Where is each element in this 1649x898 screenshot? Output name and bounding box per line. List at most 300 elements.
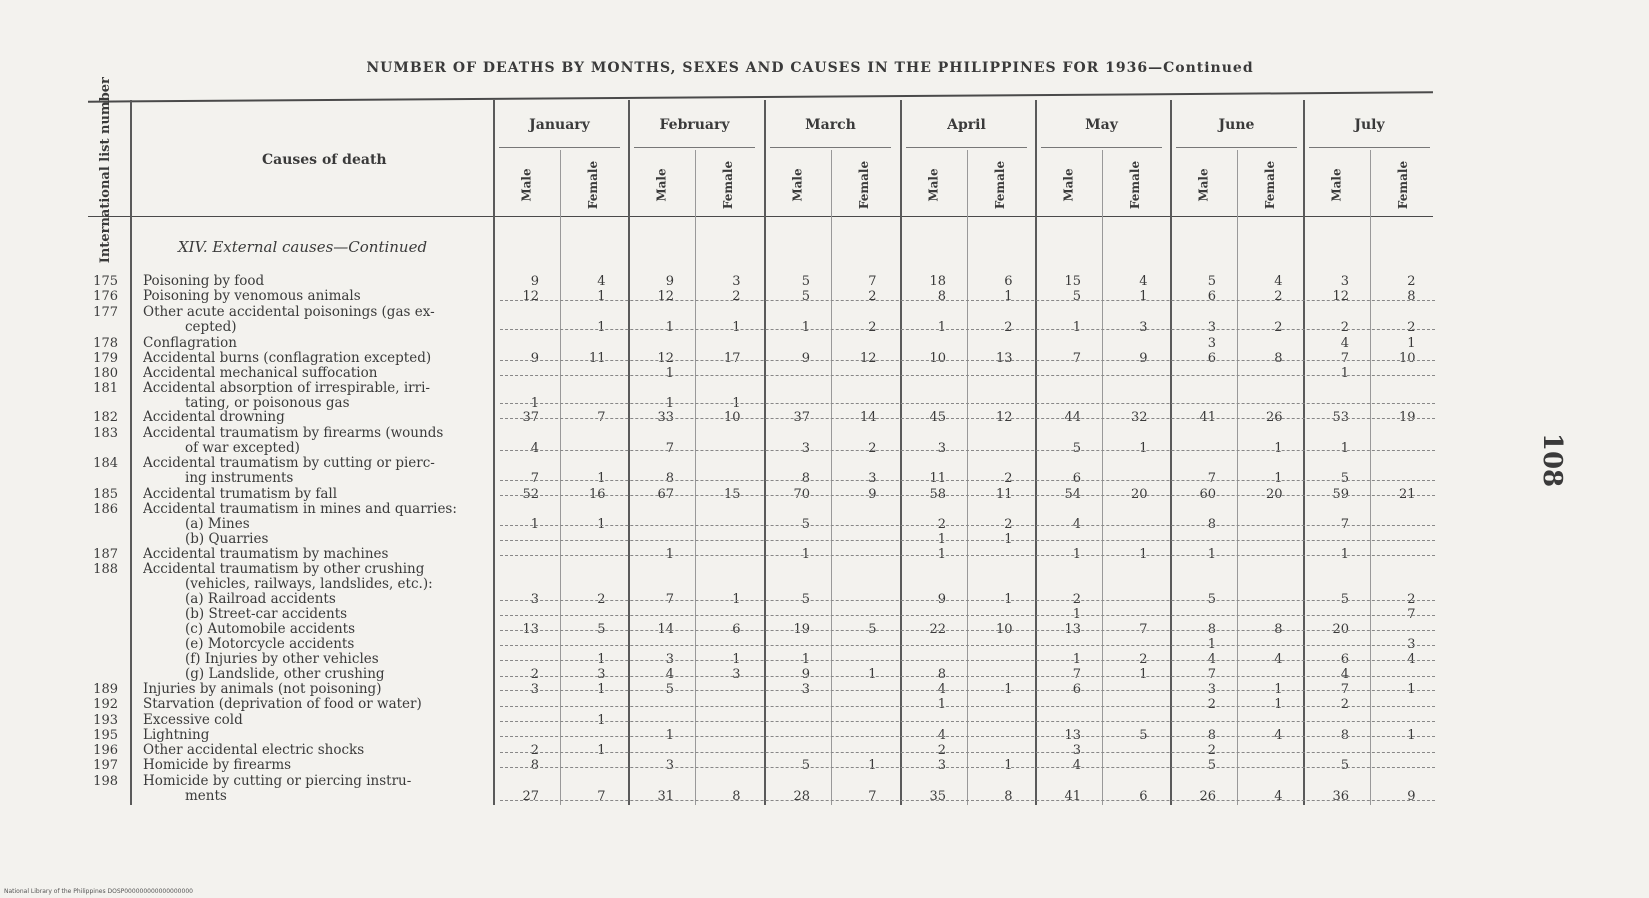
leader-line <box>500 329 1435 330</box>
table-cell: 1 <box>1139 667 1148 682</box>
table-cell: 8 <box>1340 728 1349 743</box>
cause-label: cepted) <box>185 320 237 335</box>
male-header: Male <box>654 168 669 202</box>
table-cell: 1 <box>1072 320 1081 335</box>
table-cell: 1 <box>1004 682 1013 697</box>
table-cell: 12 <box>657 351 674 366</box>
intl-list-number: 185 <box>93 487 118 502</box>
table-cell: 14 <box>859 410 877 425</box>
table-cell: 9 <box>530 351 539 366</box>
table-cell: 3 <box>732 667 741 682</box>
table-cell: 2 <box>1139 652 1148 667</box>
table-cell: 5 <box>1340 592 1349 607</box>
table-cell: 8 <box>937 289 946 304</box>
cause-label: Excessive cold <box>143 713 243 728</box>
table-cell: 5 <box>801 592 810 607</box>
table-cell: 17 <box>723 351 741 366</box>
table-cell: 18 <box>929 274 946 289</box>
intl-list-number: 197 <box>93 758 118 773</box>
table-cell: 8 <box>530 758 539 773</box>
leader-line <box>500 676 1435 677</box>
table-cell: 4 <box>1072 758 1081 773</box>
cause-label: ments <box>185 789 227 804</box>
table-cell: 5 <box>597 622 606 637</box>
table-cell: 1 <box>1274 441 1283 456</box>
table-cell: 12 <box>995 410 1013 425</box>
table-cell: 10 <box>723 410 741 425</box>
table-cell: 3 <box>1340 274 1349 289</box>
table-cell: 1 <box>665 320 674 335</box>
table-cell: 44 <box>1064 410 1081 425</box>
table-cell: 2 <box>1340 697 1349 712</box>
table-cell: 11 <box>588 351 606 366</box>
female-header: Female <box>1263 160 1278 210</box>
female-header: Female <box>721 160 736 210</box>
leader-line <box>500 800 1435 801</box>
cause-label: of war excepted) <box>185 441 300 456</box>
table-cell: 2 <box>1340 320 1349 335</box>
female-header: Female <box>1396 160 1411 210</box>
month-underline <box>1041 147 1162 148</box>
table-cell: 8 <box>1207 622 1216 637</box>
table-cell: 2 <box>1004 320 1013 335</box>
table-cell: 3 <box>1407 637 1416 652</box>
table-cell: 60 <box>1199 487 1216 502</box>
table-cell: 2 <box>1407 592 1416 607</box>
table-cell: 59 <box>1332 487 1349 502</box>
table-cell: 1 <box>868 758 877 773</box>
table-cell: 10 <box>929 351 946 366</box>
month-underline <box>499 147 620 148</box>
table-cell: 1 <box>1207 547 1216 562</box>
table-cell: 1 <box>1004 532 1013 547</box>
table-cell: 5 <box>1139 728 1148 743</box>
intl-list-number: 184 <box>93 456 118 471</box>
month-underline <box>770 147 891 148</box>
leader-line <box>500 360 1435 361</box>
leader-line <box>500 736 1435 737</box>
table-cell: 2 <box>868 441 877 456</box>
page-title: NUMBER OF DEATHS BY MONTHS, SEXES AND CAUSES IN THE PHILIPPINES FOR 1936—Continued <box>366 60 1254 76</box>
table-cell: 3 <box>1139 320 1148 335</box>
male-header: Male <box>790 168 805 202</box>
cause-label: (e) Motorcycle accidents <box>185 637 355 652</box>
table-cell: 32 <box>1130 410 1148 425</box>
intl-list-number: 175 <box>93 274 118 289</box>
table-cell: 3 <box>530 592 539 607</box>
table-cell: 3 <box>665 652 674 667</box>
table-cell: 1 <box>597 471 606 486</box>
cause-label: Other acute accidental poisonings (gas ex- <box>143 305 435 320</box>
table-cell: 2 <box>1004 471 1013 486</box>
table-cell: 8 <box>1274 622 1283 637</box>
table-cell: 2 <box>530 667 539 682</box>
header-top-rule <box>88 91 1433 102</box>
table-cell: 1 <box>1207 637 1216 652</box>
cause-label: Other accidental electric shocks <box>143 743 365 758</box>
table-cell: 4 <box>1207 652 1216 667</box>
table-cell: 5 <box>801 289 810 304</box>
intl-list-number: 176 <box>93 289 118 304</box>
table-cell: 4 <box>1340 336 1349 351</box>
table-cell: 4 <box>530 441 539 456</box>
column-divider <box>493 100 495 805</box>
table-cell: 1 <box>1407 682 1416 697</box>
table-cell: 3 <box>937 441 946 456</box>
table-cell: 5 <box>1072 289 1081 304</box>
intl-list-number: 183 <box>93 426 118 441</box>
column-divider <box>764 100 766 805</box>
month-header-january: January <box>529 117 590 133</box>
table-cell: 58 <box>929 487 946 502</box>
cause-label: Starvation (deprivation of food or water) <box>143 697 422 712</box>
table-cell: 4 <box>1274 789 1283 804</box>
table-cell: 7 <box>665 441 674 456</box>
table-cell: 1 <box>1139 289 1148 304</box>
table-cell: 1 <box>530 396 539 411</box>
table-cell: 1 <box>1004 758 1013 773</box>
table-cell: 4 <box>597 274 606 289</box>
table-cell: 2 <box>1004 517 1013 532</box>
table-cell: 35 <box>929 789 946 804</box>
intl-list-number: 196 <box>93 743 118 758</box>
table-cell: 1 <box>1340 547 1349 562</box>
table-cell: 6 <box>1072 682 1081 697</box>
month-underline <box>1309 147 1430 148</box>
table-cell: 1 <box>732 396 741 411</box>
table-cell: 7 <box>1340 682 1349 697</box>
leader-line <box>500 375 1435 376</box>
table-cell: 2 <box>937 517 946 532</box>
table-cell: 1 <box>597 320 606 335</box>
table-cell: 1 <box>1072 547 1081 562</box>
month-header-april: April <box>947 117 986 133</box>
table-cell: 1 <box>597 652 606 667</box>
leader-line <box>500 690 1435 691</box>
table-cell: 2 <box>937 743 946 758</box>
intl-list-number: 195 <box>93 728 118 743</box>
cause-label: Accidental traumatism by cutting or pierc- <box>143 456 435 471</box>
leader-line <box>500 600 1435 601</box>
section-heading: XIV. External causes—Continued <box>178 238 428 256</box>
table-cell: 13 <box>1064 622 1081 637</box>
table-cell: 9 <box>1139 351 1148 366</box>
table-cell: 2 <box>732 289 741 304</box>
month-underline <box>906 147 1027 148</box>
table-cell: 4 <box>1139 274 1148 289</box>
table-cell: 2 <box>1072 592 1081 607</box>
table-cell: 15 <box>723 487 741 502</box>
table-cell: 8 <box>801 471 810 486</box>
table-cell: 33 <box>657 410 674 425</box>
intl-number-header: International list number <box>97 76 113 264</box>
leader-line <box>500 480 1435 481</box>
table-cell: 8 <box>732 789 741 804</box>
table-cell: 3 <box>597 667 606 682</box>
month-header-july: July <box>1354 117 1385 133</box>
male-header: Male <box>1329 168 1344 202</box>
leader-line <box>500 615 1435 616</box>
table-cell: 1 <box>937 697 946 712</box>
footer-credit: National Library of the Philippines DOSP000000000000000000 <box>4 888 193 895</box>
table-cell: 7 <box>868 789 877 804</box>
leader-line <box>500 721 1435 722</box>
leader-line <box>500 418 1435 419</box>
table-cell: 4 <box>1274 728 1283 743</box>
table-cell: 1 <box>1072 607 1081 622</box>
table-cell: 7 <box>1139 622 1148 637</box>
cause-label: (g) Landslide, other crushing <box>185 667 385 682</box>
table-cell: 9 <box>868 487 877 502</box>
table-cell: 3 <box>801 441 810 456</box>
leader-line <box>500 645 1435 646</box>
table-cell: 10 <box>1398 351 1416 366</box>
male-header: Male <box>1196 168 1211 202</box>
table-cell: 1 <box>937 547 946 562</box>
table-cell: 4 <box>937 682 946 697</box>
cause-label: ing instruments <box>185 471 294 486</box>
leader-line <box>500 300 1435 301</box>
leader-line <box>500 767 1435 768</box>
table-cell: 12 <box>1332 289 1349 304</box>
cause-label: Accidental mechanical suffocation <box>143 366 378 381</box>
table-cell: 5 <box>1207 758 1216 773</box>
month-header-february: February <box>659 117 730 133</box>
cause-label: Conflagration <box>143 336 237 351</box>
table-cell: 2 <box>1274 289 1283 304</box>
table-cell: 4 <box>1274 274 1283 289</box>
table-cell: 8 <box>937 667 946 682</box>
column-divider <box>900 100 902 805</box>
table-cell: 15 <box>1064 274 1081 289</box>
table-cell: 21 <box>1398 487 1416 502</box>
table-cell: 2 <box>868 289 877 304</box>
table-cell: 67 <box>657 487 674 502</box>
table-cell: 12 <box>522 289 539 304</box>
table-cell: 1 <box>597 682 606 697</box>
cause-label: (b) Street-car accidents <box>185 607 348 622</box>
intl-list-number: 198 <box>93 774 118 789</box>
table-cell: 1 <box>937 320 946 335</box>
table-cell: 26 <box>1199 789 1216 804</box>
table-cell: 11 <box>995 487 1013 502</box>
cause-label: Injuries by animals (not poisoning) <box>143 682 382 697</box>
table-cell: 2 <box>1274 320 1283 335</box>
table-cell: 1 <box>732 652 741 667</box>
table-cell: 37 <box>793 410 810 425</box>
table-cell: 10 <box>995 622 1013 637</box>
table-cell: 1 <box>1340 366 1349 381</box>
table-cell: 13 <box>995 351 1013 366</box>
table-cell: 1 <box>665 547 674 562</box>
table-cell: 1 <box>937 532 946 547</box>
table-cell: 1 <box>732 592 741 607</box>
table-cell: 9 <box>665 274 674 289</box>
cause-label: (c) Automobile accidents <box>185 622 356 637</box>
table-cell: 5 <box>801 274 810 289</box>
table-cell: 2 <box>597 592 606 607</box>
table-cell: 19 <box>793 622 810 637</box>
cause-label: (a) Mines <box>185 517 250 532</box>
table-cell: 13 <box>522 622 539 637</box>
leader-line <box>500 630 1435 631</box>
table-cell: 6 <box>1072 471 1081 486</box>
table-cell: 20 <box>1130 487 1148 502</box>
column-divider <box>130 100 132 805</box>
table-cell: 1 <box>868 667 877 682</box>
table-cell: 1 <box>1139 547 1148 562</box>
table-cell: 41 <box>1199 410 1216 425</box>
leader-line <box>500 555 1435 556</box>
table-cell: 8 <box>1407 289 1416 304</box>
table-cell: 1 <box>1004 592 1013 607</box>
table-cell: 7 <box>868 274 877 289</box>
month-header-may: May <box>1085 117 1118 133</box>
female-header: Female <box>993 160 1008 210</box>
cause-label: Accidental drowning <box>143 410 285 425</box>
leader-line <box>500 495 1435 496</box>
leader-line <box>500 706 1435 707</box>
table-cell: 1 <box>597 289 606 304</box>
column-divider <box>628 100 630 805</box>
female-header: Female <box>857 160 872 210</box>
cause-label: Homicide by firearms <box>143 758 292 773</box>
cause-label: Accidental traumatism by firearms (wounds <box>143 426 444 441</box>
table-cell: 13 <box>1064 728 1081 743</box>
table-cell: 3 <box>801 682 810 697</box>
table-cell: 5 <box>1072 441 1081 456</box>
male-header: Male <box>1061 168 1076 202</box>
table-cell: 7 <box>1407 607 1416 622</box>
table-cell: 1 <box>1072 652 1081 667</box>
table-cell: 4 <box>937 728 946 743</box>
table-cell: 3 <box>530 682 539 697</box>
cause-label: tating, or poisonous gas <box>185 396 350 411</box>
table-cell: 37 <box>522 410 539 425</box>
table-cell: 5 <box>665 682 674 697</box>
table-cell: 2 <box>1207 697 1216 712</box>
table-cell: 1 <box>1274 471 1283 486</box>
table-cell: 20 <box>1332 622 1349 637</box>
leader-line <box>500 450 1435 451</box>
table-cell: 1 <box>665 366 674 381</box>
intl-list-number: 193 <box>93 713 118 728</box>
table-cell: 1 <box>1340 441 1349 456</box>
cause-label: Poisoning by food <box>143 274 265 289</box>
table-cell: 1 <box>665 396 674 411</box>
table-cell: 45 <box>929 410 946 425</box>
table-cell: 2 <box>1407 320 1416 335</box>
table-cell: 6 <box>1004 274 1013 289</box>
column-divider <box>1170 100 1172 805</box>
female-header: Female <box>1128 160 1143 210</box>
table-cell: 28 <box>793 789 810 804</box>
table-cell: 3 <box>1207 682 1216 697</box>
table-cell: 3 <box>868 471 877 486</box>
month-header-march: March <box>805 117 856 133</box>
table-cell: 4 <box>1274 652 1283 667</box>
table-cell: 53 <box>1332 410 1349 425</box>
table-cell: 3 <box>1207 336 1216 351</box>
table-cell: 4 <box>1340 667 1349 682</box>
table-cell: 11 <box>929 471 946 486</box>
table-cell: 12 <box>859 351 877 366</box>
table-cell: 8 <box>665 471 674 486</box>
table-cell: 1 <box>1004 289 1013 304</box>
table-cell: 7 <box>1207 667 1216 682</box>
leader-line <box>500 752 1435 753</box>
table-cell: 3 <box>732 274 741 289</box>
table-cell: 4 <box>665 667 674 682</box>
table-cell: 7 <box>597 789 606 804</box>
column-divider <box>1035 100 1037 805</box>
table-cell: 1 <box>1139 441 1148 456</box>
cause-label: (a) Railroad accidents <box>185 592 336 607</box>
table-cell: 5 <box>868 622 877 637</box>
intl-list-number: 189 <box>93 682 118 697</box>
cause-label: Accidental trumatism by fall <box>143 487 338 502</box>
table-cell: 1 <box>801 320 810 335</box>
table-cell: 3 <box>1207 320 1216 335</box>
leader-line <box>500 660 1435 661</box>
table-cell: 1 <box>665 728 674 743</box>
table-cell: 2 <box>868 320 877 335</box>
table-cell: 12 <box>657 289 674 304</box>
table-cell: 36 <box>1332 789 1349 804</box>
table-cell: 2 <box>530 743 539 758</box>
intl-list-number: 192 <box>93 697 118 712</box>
table-cell: 6 <box>1207 351 1216 366</box>
table-cell: 1 <box>1407 728 1416 743</box>
table-cell: 5 <box>1340 758 1349 773</box>
male-header: Male <box>926 168 941 202</box>
table-cell: 31 <box>657 789 674 804</box>
cause-label: Accidental traumatism in mines and quarries: <box>143 502 457 517</box>
intl-list-number: 181 <box>93 381 118 396</box>
intl-list-number: 180 <box>93 366 118 381</box>
column-divider <box>1303 100 1305 805</box>
table-cell: 1 <box>597 517 606 532</box>
table-cell: 7 <box>597 410 606 425</box>
month-header-june: June <box>1218 117 1255 133</box>
table-cell: 1 <box>597 713 606 728</box>
table-cell: 9 <box>530 274 539 289</box>
table-cell: 5 <box>1340 471 1349 486</box>
table-cell: 19 <box>1398 410 1416 425</box>
table-cell: 2 <box>1407 274 1416 289</box>
table-cell: 5 <box>801 517 810 532</box>
cause-label: Accidental burns (conflagration excepted) <box>143 351 432 366</box>
table-cell: 5 <box>1207 274 1216 289</box>
table-cell: 54 <box>1064 487 1081 502</box>
month-underline <box>634 147 755 148</box>
table-cell: 8 <box>1274 351 1283 366</box>
cause-label: Accidental traumatism by machines <box>143 547 389 562</box>
intl-list-number: 177 <box>93 305 118 320</box>
table-cell: 3 <box>937 758 946 773</box>
cause-label: Homicide by cutting or piercing instru- <box>143 774 412 789</box>
table-cell: 22 <box>929 622 946 637</box>
table-cell: 9 <box>801 351 810 366</box>
table-cell: 27 <box>522 789 539 804</box>
table-cell: 1 <box>1274 682 1283 697</box>
table-cell: 70 <box>793 487 810 502</box>
male-header: Male <box>519 168 534 202</box>
table-cell: 8 <box>1207 728 1216 743</box>
table-cell: 5 <box>1207 592 1216 607</box>
table-cell: 20 <box>1265 487 1283 502</box>
table-cell: 8 <box>1004 789 1013 804</box>
